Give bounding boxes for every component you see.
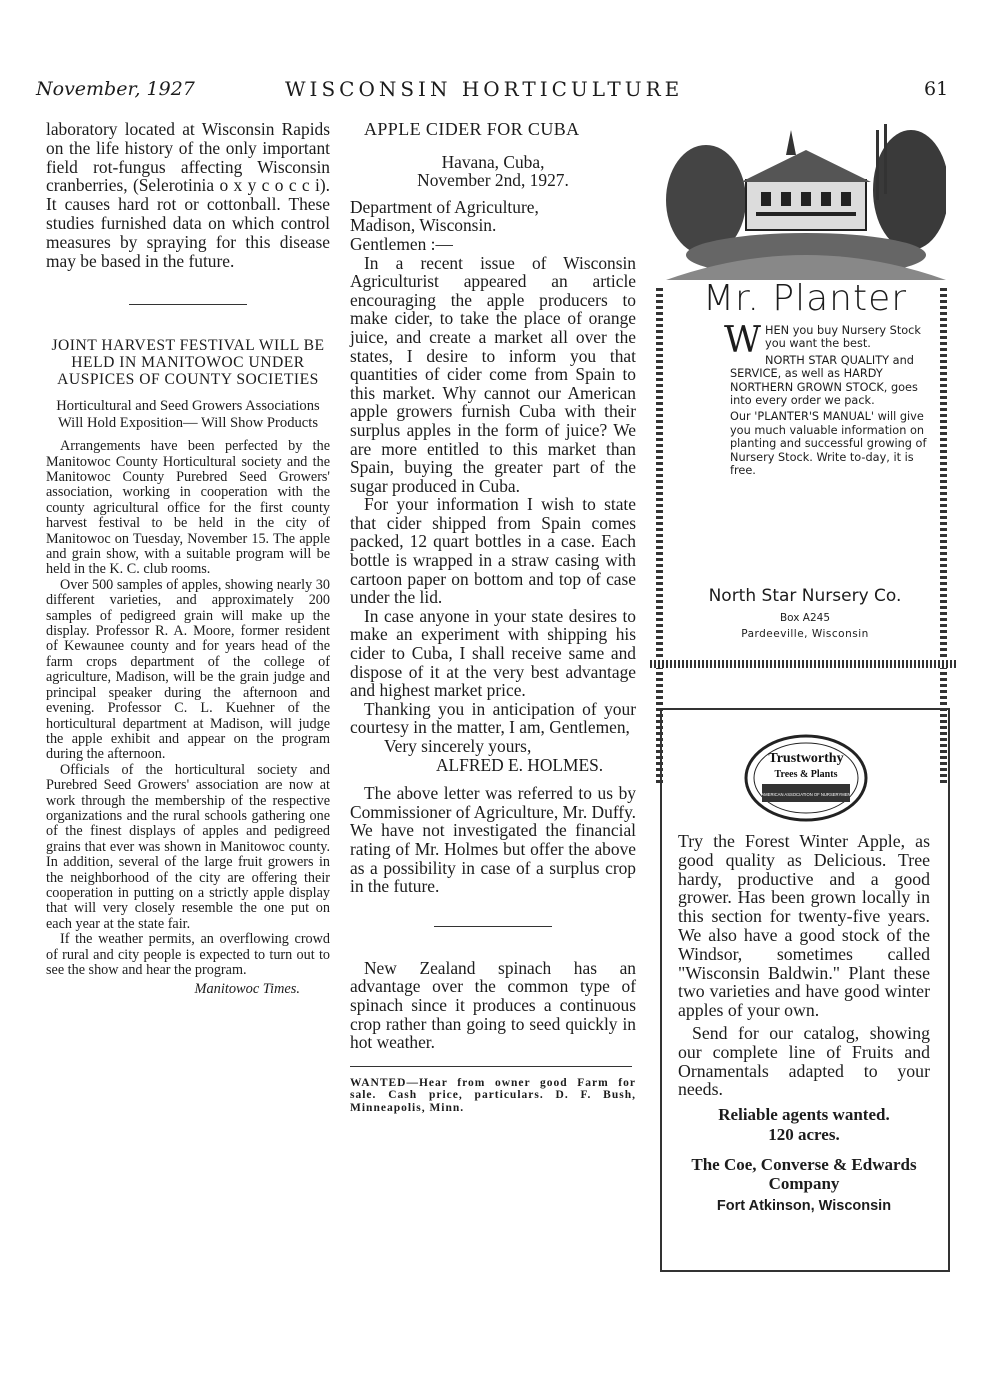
seal-line-1: Trustworthy bbox=[768, 751, 844, 766]
article-source: Manitowoc Times. bbox=[194, 981, 300, 998]
festival-subhead: Horticultural and Seed Growers Associations Will Hold Exposition— Will Show Products bbox=[56, 398, 320, 431]
editor-note: The above letter was referred to us by Commissioner of Agriculture, Mr. Duffy. We have not investigated the financial rating of Mr. Holmes but offer the above as a possibility in case of a surplus crop in the future. bbox=[350, 783, 636, 897]
letter-date: November 2nd, 1927. bbox=[417, 170, 569, 191]
estate-illustration-icon bbox=[666, 120, 946, 290]
salutation: Gentlemen :— bbox=[350, 233, 453, 254]
ad-body bbox=[724, 320, 934, 478]
letter-paragraph-1: In a recent issue of Wisconsin Agriculturist appeared an article encouraging the apple producers to make cider, to take the place of orange juice, and create a market all over the states, I desire to inform you that quantities of cider come from Spain to this market. Why cannot our American apple growers furnish Cuba with their surplus apples in the form of juice? We are more entitled to this market than Spain, buying the greater part of the sugar produced in Cuba. bbox=[350, 252, 636, 496]
company-name: The Coe, Converse & Edwards bbox=[691, 1155, 917, 1175]
festival-paragraph-1: Arrangements have been perfected by the Manitowoc County Horticultural society and the Manitowoc County Purebred Seed Growers' association, working in cooperation with the county agricultural office for the first county harvest festival to be held in the city of Manitowoc on Tuesday, November 15. The apple and grain show, with a suitable program will be held in the K. C. club rooms. bbox=[46, 438, 330, 578]
drop-cap: W bbox=[724, 320, 762, 361]
ad-quality: NORTH STAR QUALITY and SERVICE, as well as HARDY NORTHERN GROWN STOCK, goes into every order we pack. bbox=[730, 353, 918, 408]
ad-headline: Mr. Planter bbox=[702, 278, 908, 319]
spinach-paragraph: New Zealand spinach has an advantage over the common type of spinach since it produces a continuous crop rather than going to seed quickly in hot weather. bbox=[350, 957, 636, 1053]
coe-converse-ad bbox=[660, 708, 950, 1272]
festival-paragraph-2: Over 500 samples of apples, showing nearly 30 different varieties, and approximately 200 samples of pedigreed grain will make up the display. Professor R. A. Moore, former resident of Kewaunee county and for years head of the farm crops department of the college of agriculture, Madison, will be the grain judge and principal speaker during the afternoon and evening. Professor C. L. Kuehner of the horticultural department at Madison, will judge the apple exhibit and appear on the program during the afternoon. bbox=[46, 576, 330, 763]
letter-paragraph-4: Thanking you in anticipation of your courtesy in the matter, I am, Gentlemen, bbox=[350, 698, 636, 738]
north-star-nursery-ad bbox=[652, 118, 958, 670]
wanted-ad: WANTED—Hear from owner good Farm for sale. Cash price, particulars. D. F. Bush, Minneapolis, Minn. bbox=[350, 1076, 636, 1114]
seal-line-3: AMERICAN ASSOCIATION OF NURSERYMEN bbox=[761, 792, 851, 797]
cider-title: APPLE CIDER FOR CUBA bbox=[364, 119, 580, 139]
forest-winter-paragraph: Try the Forest Winter Apple, as good quality as Delicious. Tree hardy, productive and a good grower. Has been grown locally in this section for twenty-five years. We also have a good stock of the Windsor, sometimes called "Wisconsin Baldwin." Plant these two varieties and have good winter apples of your own. bbox=[678, 831, 930, 1021]
company-suffix: Company bbox=[768, 1174, 840, 1194]
page-number: 61 bbox=[924, 78, 949, 100]
ad2-text bbox=[678, 832, 930, 1216]
agents-wanted: Reliable agents wanted. bbox=[718, 1105, 890, 1125]
seal-line-2: Trees & Plants bbox=[774, 769, 838, 780]
ad-lead: HEN you buy Nursery Stock you want the best. bbox=[765, 324, 921, 351]
letter-paragraph-2: For your information I wish to state that cider shipped from Spain comes packed, 12 quart bottles in a case. Each bottle is wrapped in a straw casing with cartoon paper on bottom and top of case under the lid. bbox=[350, 494, 636, 608]
journal-title: WISCONSIN HORTICULTURE bbox=[285, 77, 684, 101]
nurserymen-seal-icon bbox=[742, 732, 870, 824]
nursery-name: North Star Nursery Co. bbox=[708, 586, 902, 606]
acreage: 120 acres. bbox=[768, 1125, 840, 1145]
letter-paragraph-3: In case anyone in your state desires to make an experiment with shipping his cider to Cuba, I shall receive same and dispose of it at the very best advantage and highest market price. bbox=[350, 605, 636, 701]
festival-paragraph-4: If the weather permits, an overflowing crowd of rural and city people is expected to turn out to see the show and hear the program. bbox=[46, 931, 330, 978]
addressee-line-1: Department of Agriculture, bbox=[350, 196, 539, 217]
letter-closing: Very sincerely yours, bbox=[384, 736, 532, 756]
company-town: Fort Atkinson, Wisconsin bbox=[716, 1198, 892, 1215]
cranberry-paragraph: laboratory located at Wisconsin Rapids on the life history of the only important field rot-fungus affecting Wisconsin cranberries, (Selerotinia o x y c o c c i). It causes hard rot or cottonball. These studies furnished data on which control measures by spraying for this disease may be based in the future. bbox=[46, 119, 330, 271]
divider bbox=[129, 304, 247, 305]
catalog-paragraph: Send for our catalog, showing our complete line of Fruits and Ornamentals adapted to your needs. bbox=[678, 1022, 930, 1100]
festival-paragraph-3: Officials of the horticultural society and Purebred Seed Growers' association are now at work through the membership of the respective organizations and the rural schools gathering one of the finest displays of apples and pedigreed grains that ever was shown in Manitowoc county. In addition, several of the large fruit growers in the neighborhood of the city are offering their cooperation in putting on a strictly apple display that will very closely resemble the one put on each year at the state fair. bbox=[46, 761, 330, 932]
border-bottom bbox=[650, 660, 958, 668]
letter-place: Havana, Cuba, bbox=[441, 151, 545, 172]
column-left bbox=[46, 120, 330, 999]
ad-manual: Our 'PLANTER'S MANUAL' will give you much valuable information on planting and successful growing of Nursery Stock. Write to-day, it is free. bbox=[730, 410, 927, 478]
issue-date: November, 1927 bbox=[36, 78, 195, 100]
nursery-town: Pardeeville, Wisconsin bbox=[741, 628, 869, 640]
nursery-box: Box A245 bbox=[779, 612, 831, 624]
letter-signature: ALFRED E. HOLMES. bbox=[436, 754, 604, 775]
divider bbox=[434, 926, 552, 927]
festival-headline: JOINT HARVEST FESTIVAL WILL BE HELD IN MANITOWOC UNDER AUSPICES OF COUNTY SOCIETIES bbox=[51, 337, 325, 389]
column-middle bbox=[350, 120, 636, 1115]
divider bbox=[350, 1066, 632, 1067]
addressee-line-2: Madison, Wisconsin. bbox=[350, 215, 497, 236]
